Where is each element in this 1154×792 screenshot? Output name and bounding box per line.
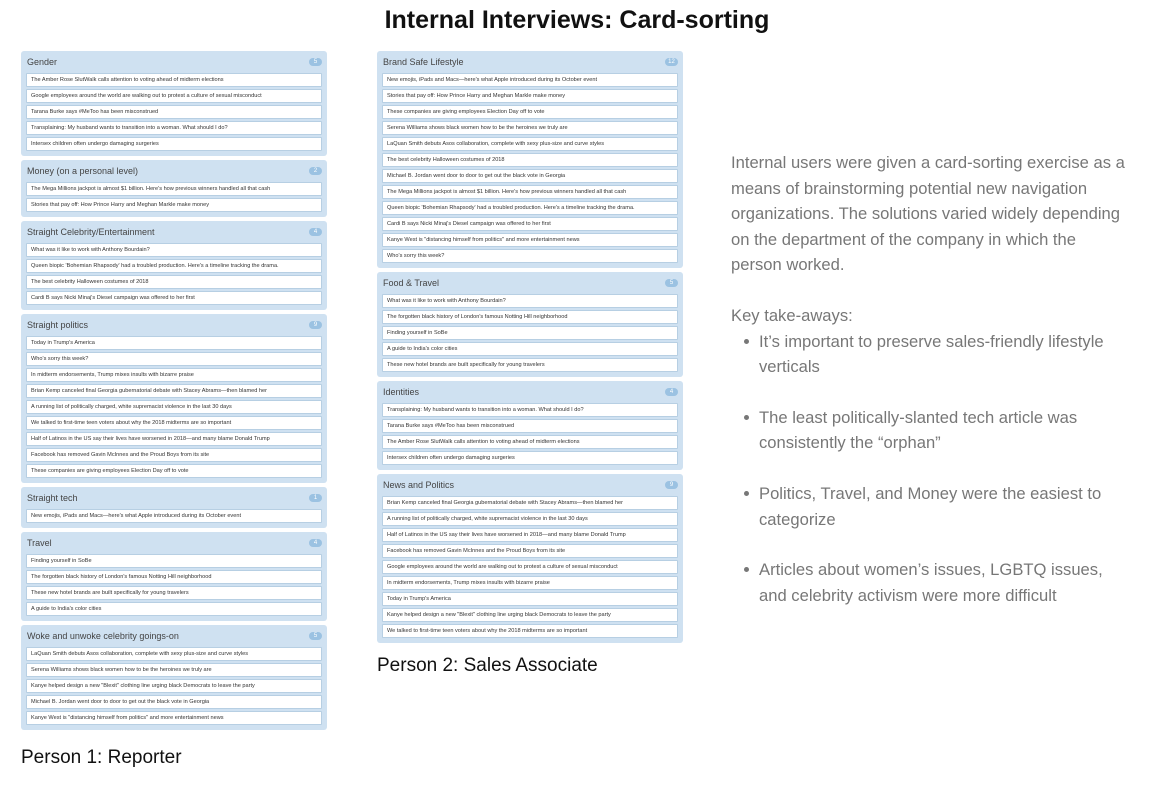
group-title: Identities	[383, 387, 420, 397]
sort-card[interactable]: Facebook has removed Gavin McInnes and the Proud Boys from its site	[382, 544, 678, 558]
sort-card[interactable]: The forgotten black history of London's famous Notting Hill neighborhood	[26, 570, 322, 584]
sort-card[interactable]: Kanye West is "distancing himself from politics" and more entertainment news	[26, 711, 322, 725]
group-header	[382, 384, 678, 401]
sort-card[interactable]: Kanye West is "distancing himself from politics" and more entertainment news	[382, 233, 678, 247]
takeaway-item: Politics, Travel, and Money were the easiest to categorize	[759, 481, 1126, 532]
group-title: Food & Travel	[383, 278, 440, 288]
group-header	[382, 54, 678, 71]
group-count-badge: 9	[665, 481, 678, 489]
group-title: Money (on a personal level)	[27, 166, 139, 176]
card-group	[21, 532, 327, 621]
sort-card[interactable]: Cardi B says Nicki Minaj's Diesel campaign was offered to her first	[26, 291, 322, 305]
sort-card[interactable]: Today in Trump's America	[382, 592, 678, 606]
sort-card[interactable]: The Amber Rose SlutWalk calls attention to voting ahead of midterm elections	[26, 73, 322, 87]
card-group	[377, 474, 683, 643]
group-count-badge: 4	[309, 228, 322, 236]
sort-card[interactable]: Half of Latinos in the US say their lives have worsened in 2018—and many blame Donald Trump	[26, 432, 322, 446]
group-title: Brand Safe Lifestyle	[383, 57, 464, 67]
sort-card[interactable]: Finding yourself in SoBe	[382, 326, 678, 340]
sort-card[interactable]: The best celebrity Halloween costumes of 2018	[382, 153, 678, 167]
sort-card[interactable]: The Mega Millions jackpot is almost $1 billion. Here's how previous winners handled all that cash	[26, 182, 322, 196]
sort-card[interactable]: Google employees around the world are walking out to protest a culture of sexual misconduct	[26, 89, 322, 103]
group-header	[382, 275, 678, 292]
card-group	[21, 51, 327, 156]
group-count-badge: 1	[309, 494, 322, 502]
sort-card[interactable]: New emojis, iPads and Macs—here's what Apple introduced during its October event	[26, 509, 322, 523]
card-group	[21, 625, 327, 730]
takeaway-item: The least politically-slanted tech article was consistently the “orphan”	[759, 405, 1126, 456]
sort-card[interactable]: Michael B. Jordan went door to door to get out the black vote in Georgia	[382, 169, 678, 183]
sort-card[interactable]: Finding yourself in SoBe	[26, 554, 322, 568]
card-group	[21, 487, 327, 528]
group-count-badge: 9	[309, 321, 322, 329]
sort-card[interactable]: New emojis, iPads and Macs—here's what Apple introduced during its October event	[382, 73, 678, 87]
takeaways-list	[759, 329, 1126, 609]
sort-card[interactable]: Kanye helped design a new "Blexit" clothing line urging black Democrats to leave the party	[382, 608, 678, 622]
group-count-badge: 5	[309, 58, 322, 66]
group-count-badge: 4	[665, 388, 678, 396]
sort-card[interactable]: Cardi B says Nicki Minaj's Diesel campaign was offered to her first	[382, 217, 678, 231]
sort-card[interactable]: Transplaining: My husband wants to transition into a woman. What should I do?	[382, 403, 678, 417]
card-group	[377, 51, 683, 268]
group-header	[26, 317, 322, 334]
sort-card[interactable]: In midterm endorsements, Trump mixes insults with bizarre praise	[382, 576, 678, 590]
sort-card[interactable]: Serena Williams shows black women how to be the heroines we truly are	[382, 121, 678, 135]
group-count-badge: 4	[309, 539, 322, 547]
takeaway-item: It’s important to preserve sales-friendly lifestyle verticals	[759, 329, 1126, 380]
sort-card[interactable]: The Mega Millions jackpot is almost $1 billion. Here's how previous winners handled all that cash	[382, 185, 678, 199]
sort-card[interactable]: Intersex children often undergo damaging surgeries	[26, 137, 322, 151]
sort-card[interactable]: Kanye helped design a new "Blexit" clothing line urging black Democrats to leave the party	[26, 679, 322, 693]
group-count-badge: 5	[309, 632, 322, 640]
sort-card[interactable]: Stories that pay off: How Prince Harry and Meghan Markle make money	[382, 89, 678, 103]
group-title: Straight Celebrity/Entertainment	[27, 227, 155, 237]
sort-card[interactable]: Transplaining: My husband wants to transition into a woman. What should I do?	[26, 121, 322, 135]
notes-panel	[731, 150, 1126, 633]
page-title: Internal Interviews: Card-sorting	[384, 6, 770, 34]
sort-card[interactable]: These new hotel brands are built specifically for young travelers	[26, 586, 322, 600]
sort-card[interactable]: Who's sorry this week?	[382, 249, 678, 263]
sort-card[interactable]: These companies are giving employees Election Day off to vote	[26, 464, 322, 478]
sort-card[interactable]: Today in Trump's America	[26, 336, 322, 350]
group-header	[26, 224, 322, 241]
sort-card[interactable]: We talked to first-time teen voters about why the 2018 midterms are so important	[26, 416, 322, 430]
intro-text: Internal users were given a card-sorting exercise as a means of brainstorming potential new navigation organizations. The solutions varied widely depending on the department of the company in which the person worked.	[731, 153, 1125, 275]
sort-card[interactable]: Half of Latinos in the US say their lives have worsened in 2018—and many blame Donald Trump	[382, 528, 678, 542]
sort-card[interactable]: What was it like to work with Anthony Bourdain?	[26, 243, 322, 257]
sort-card[interactable]: Facebook has removed Gavin McInnes and the Proud Boys from its site	[26, 448, 322, 462]
person1-board	[21, 51, 327, 734]
card-group	[377, 381, 683, 470]
sort-card[interactable]: LaQuan Smith debuts Asos collaboration, complete with sexy plus-size and curve styles	[382, 137, 678, 151]
group-count-badge: 5	[665, 279, 678, 287]
sort-card[interactable]: In midterm endorsements, Trump mixes insults with bizarre praise	[26, 368, 322, 382]
sort-card[interactable]: LaQuan Smith debuts Asos collaboration, complete with sexy plus-size and curve styles	[26, 647, 322, 661]
group-title: News and Politics	[383, 480, 455, 490]
group-title: Straight tech	[27, 493, 78, 503]
sort-card[interactable]: Queen biopic 'Bohemian Rhapsody' had a troubled production. Here's a timeline tracking the drama.	[382, 201, 678, 215]
sort-card[interactable]: The forgotten black history of London's famous Notting Hill neighborhood	[382, 310, 678, 324]
group-header	[26, 163, 322, 180]
person2-caption: Person 2: Sales Associate	[377, 655, 598, 676]
sort-card[interactable]: We talked to first-time teen voters about why the 2018 midterms are so important	[382, 624, 678, 638]
sort-card[interactable]: A running list of politically charged, white supremacist violence in the last 30 days	[382, 512, 678, 526]
sort-card[interactable]: Queen biopic 'Bohemian Rhapsody' had a troubled production. Here's a timeline tracking the drama.	[26, 259, 322, 273]
sort-card[interactable]: The best celebrity Halloween costumes of 2018	[26, 275, 322, 289]
sort-card[interactable]: Serena Williams shows black women how to be the heroines we truly are	[26, 663, 322, 677]
group-header	[26, 54, 322, 71]
sort-card[interactable]: Brian Kemp canceled final Georgia gubernatorial debate with Stacey Abrams—then blamed her	[26, 384, 322, 398]
group-title: Woke and unwoke celebrity goings-on	[27, 631, 179, 641]
group-title: Straight politics	[27, 320, 89, 330]
sort-card[interactable]: Google employees around the world are walking out to protest a culture of sexual misconduct	[382, 560, 678, 574]
card-group	[21, 314, 327, 483]
card-group	[21, 221, 327, 310]
sort-card[interactable]: Who's sorry this week?	[26, 352, 322, 366]
group-header	[26, 535, 322, 552]
sort-card[interactable]: Michael B. Jordan went door to door to get out the black vote in Georgia	[26, 695, 322, 709]
sort-card[interactable]: Brian Kemp canceled final Georgia gubernatorial debate with Stacey Abrams—then blamed her	[382, 496, 678, 510]
group-header	[26, 628, 322, 645]
group-header	[382, 477, 678, 494]
card-group	[21, 160, 327, 217]
group-title: Travel	[27, 538, 52, 548]
group-title: Gender	[27, 57, 58, 67]
sort-card[interactable]: Intersex children often undergo damaging surgeries	[382, 451, 678, 465]
card-group	[377, 272, 683, 377]
sort-card[interactable]: Stories that pay off: How Prince Harry and Meghan Markle make money	[26, 198, 322, 212]
sort-card[interactable]: A guide to India's color cities	[382, 342, 678, 356]
takeaways-heading: Key take-aways:	[731, 305, 853, 325]
sort-card[interactable]: The Amber Rose SlutWalk calls attention to voting ahead of midterm elections	[382, 435, 678, 449]
sort-card[interactable]: A running list of politically charged, white supremacist violence in the last 30 days	[26, 400, 322, 414]
sort-card[interactable]: These new hotel brands are built specifically for young travelers	[382, 358, 678, 372]
person2-board	[377, 51, 683, 647]
sort-card[interactable]: Tarana Burke says #MeToo has been misconstrued	[382, 419, 678, 433]
person1-caption: Person 1: Reporter	[21, 747, 182, 768]
sort-card[interactable]: What was it like to work with Anthony Bourdain?	[382, 294, 678, 308]
sort-card[interactable]: These companies are giving employees Election Day off to vote	[382, 105, 678, 119]
takeaway-item: Articles about women’s issues, LGBTQ issues, and celebrity activism were more difficult	[759, 557, 1126, 608]
sort-card[interactable]: Tarana Burke says #MeToo has been misconstrued	[26, 105, 322, 119]
group-header	[26, 490, 322, 507]
sort-card[interactable]: A guide to India's color cities	[26, 602, 322, 616]
group-count-badge: 2	[309, 167, 322, 175]
group-count-badge: 12	[665, 58, 678, 66]
